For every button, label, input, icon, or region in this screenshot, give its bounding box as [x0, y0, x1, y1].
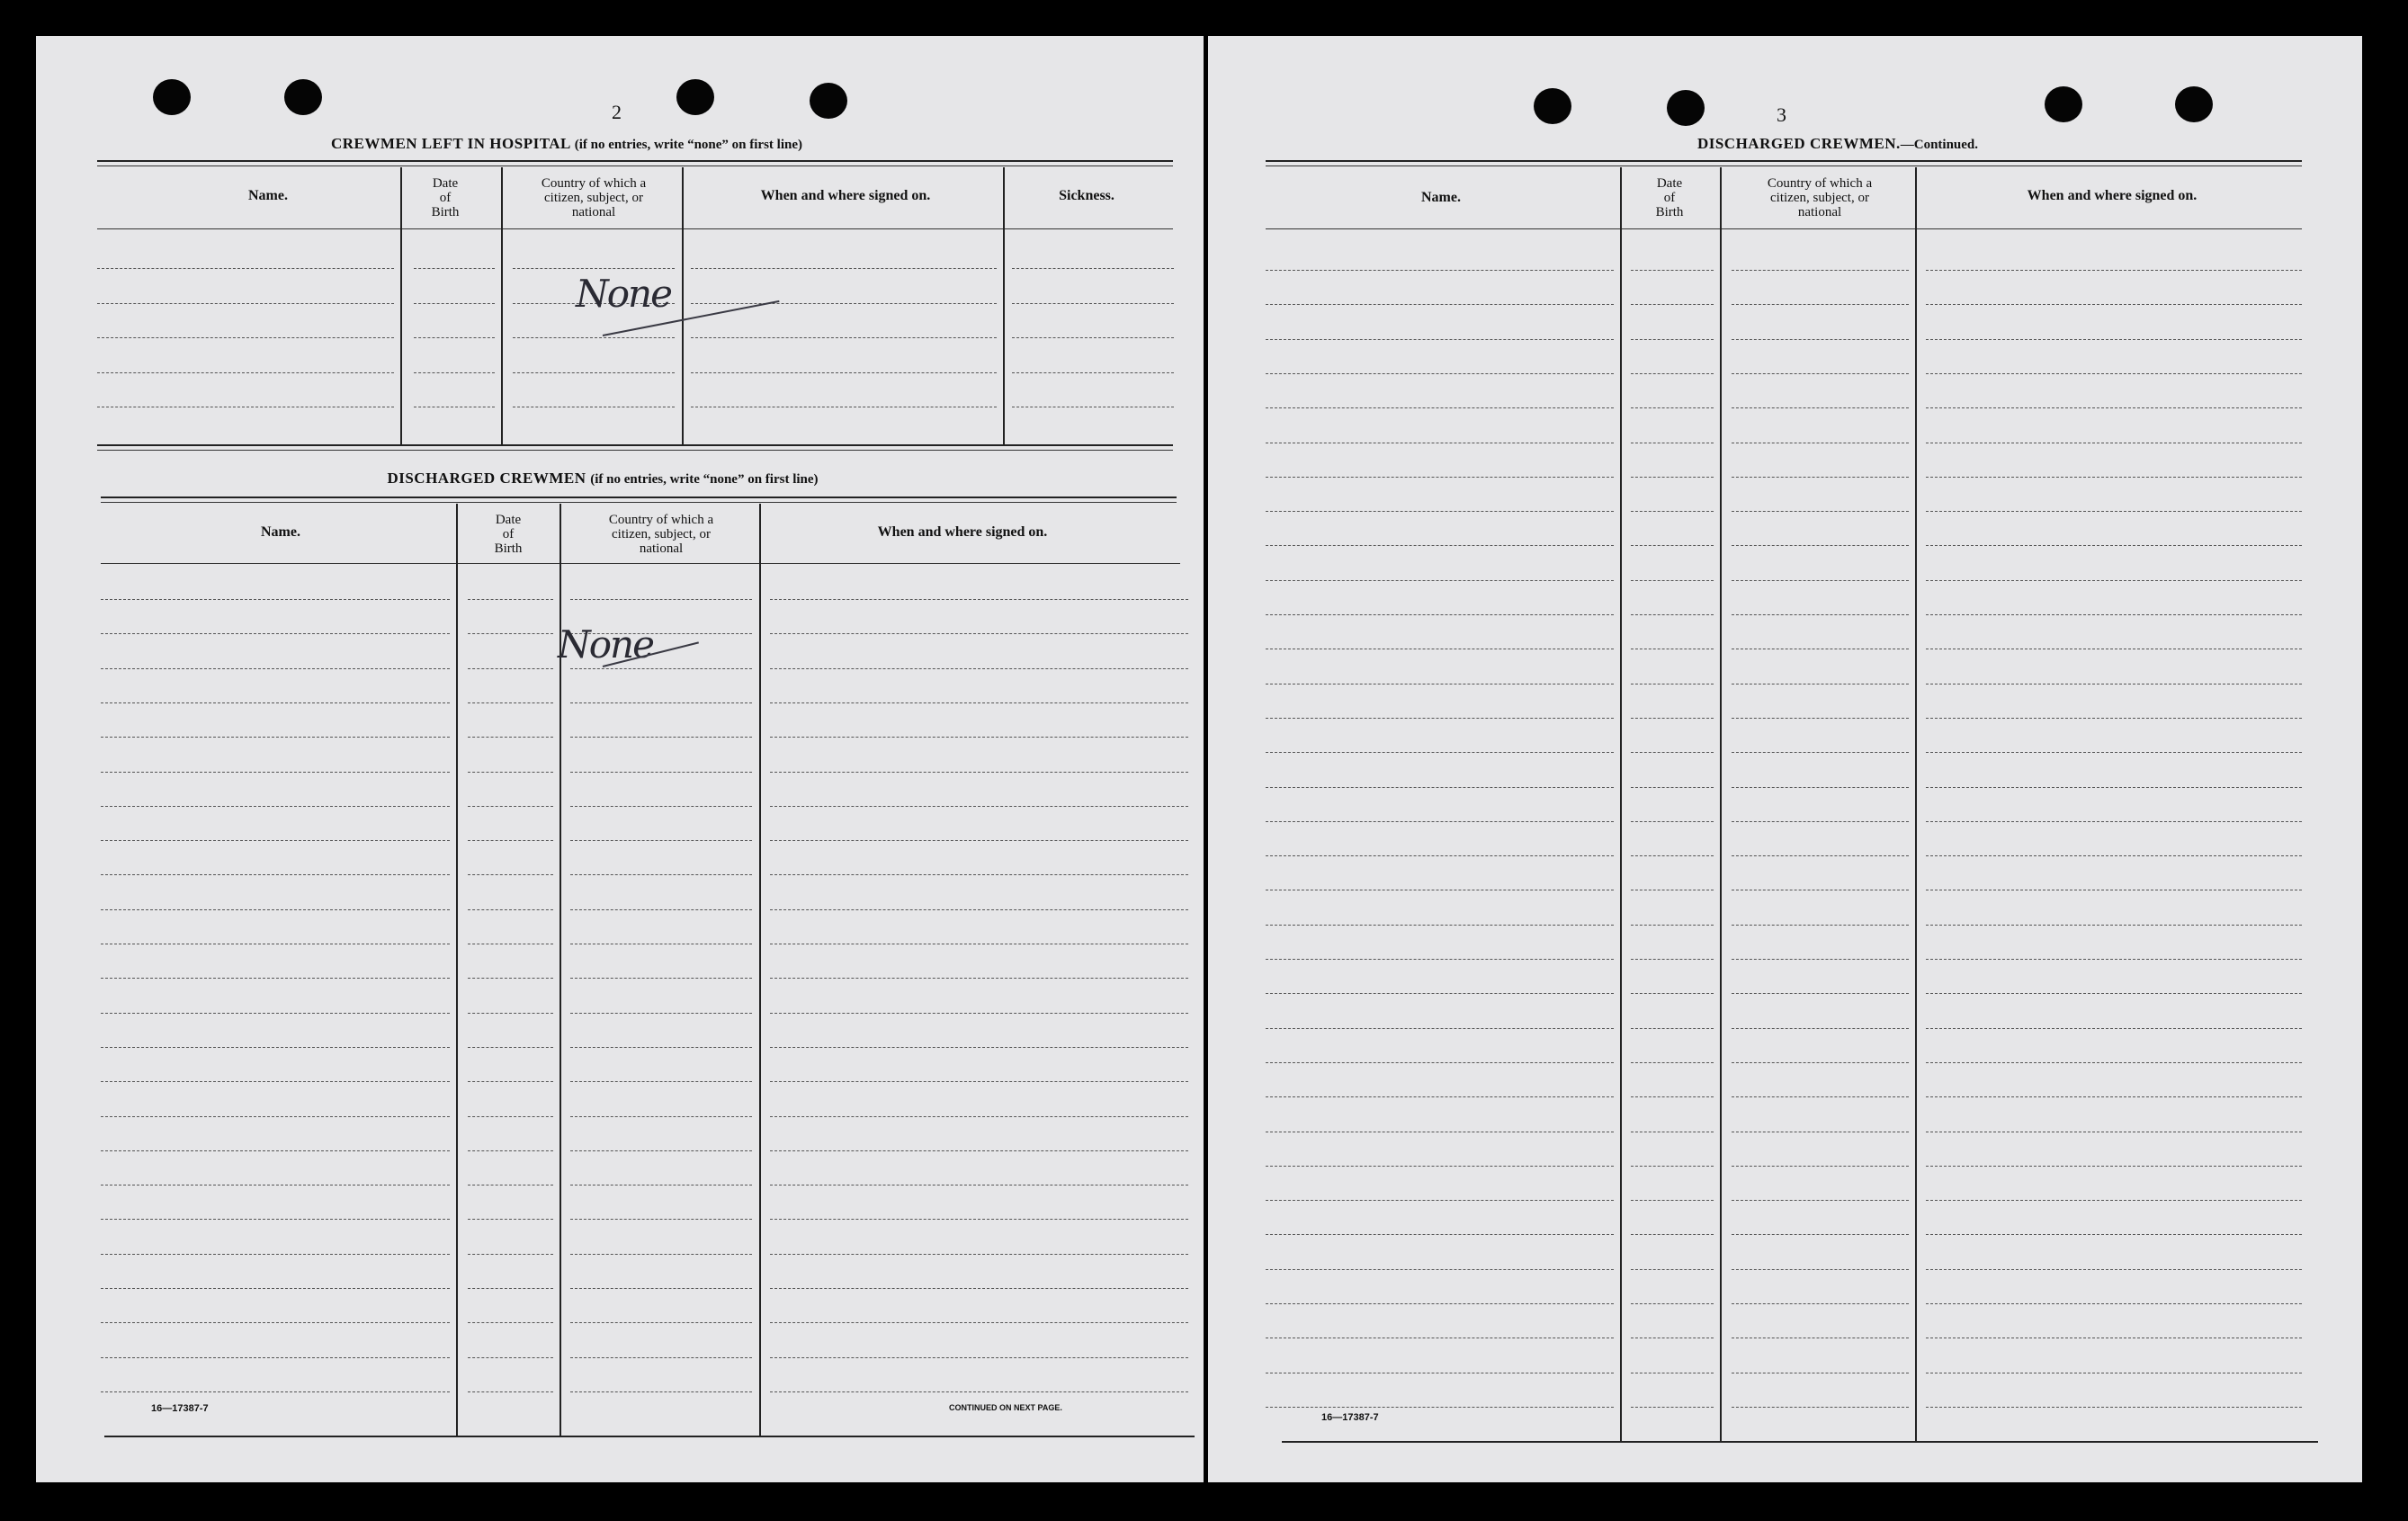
ruled-line — [770, 772, 1188, 773]
ruled-line — [770, 1254, 1188, 1255]
hospital-col-signed: When and where signed on. — [760, 188, 931, 203]
ruled-line — [770, 599, 1188, 600]
ruled-line — [101, 874, 450, 875]
ruled-line — [1732, 718, 1909, 719]
ruled-line — [1732, 959, 1909, 960]
right-col-country-line: national — [1797, 205, 1842, 219]
ruled-line — [468, 1322, 553, 1323]
ruled-line — [570, 978, 752, 979]
ruled-line — [1266, 1269, 1614, 1270]
right-form-page — [1208, 36, 2362, 1482]
ruled-line — [468, 1150, 553, 1151]
ruled-line — [468, 737, 553, 738]
ruled-line — [1631, 1200, 1714, 1201]
discharged-col-country-line: citizen, subject, or — [612, 527, 711, 541]
ruled-line — [770, 1047, 1188, 1048]
ruled-line — [1732, 1303, 1909, 1304]
ruled-line — [1631, 511, 1714, 512]
ruled-line — [1926, 1234, 2302, 1235]
ruled-line — [1926, 787, 2302, 788]
ruled-line — [1266, 580, 1614, 581]
ruled-line — [468, 1047, 553, 1048]
ruled-line — [1266, 1407, 1614, 1408]
discharged-title-note: (if no entries, write “none” on first line) — [590, 472, 819, 487]
ruled-line — [101, 1116, 450, 1117]
ruled-line — [770, 1391, 1188, 1392]
right-section-title — [1613, 135, 2063, 153]
ruled-line — [468, 978, 553, 979]
form-number: 16—17387-7 — [151, 1403, 209, 1414]
ruled-line — [1732, 1028, 1909, 1029]
ruled-line — [1926, 477, 2302, 478]
ruled-line — [1631, 855, 1714, 856]
punch-hole — [1667, 90, 1705, 126]
ruled-line — [1926, 993, 2302, 994]
ruled-line — [468, 806, 553, 807]
ruled-line — [97, 372, 394, 373]
ruled-line — [1732, 1200, 1909, 1201]
punch-hole — [676, 79, 714, 115]
ruled-line — [1926, 1062, 2302, 1063]
ruled-line — [1926, 925, 2302, 926]
ruled-line — [1631, 787, 1714, 788]
ruled-line — [468, 702, 553, 703]
hospital-col-divider — [400, 167, 402, 444]
ruled-line — [468, 909, 553, 910]
ruled-line — [1732, 270, 1909, 271]
hospital-col-divider — [501, 167, 503, 444]
ruled-line — [101, 1357, 450, 1358]
ruled-line — [1631, 1234, 1714, 1235]
right-col-divider — [1915, 167, 1917, 1443]
ruled-line — [1266, 855, 1614, 856]
hospital-title-text: CREWMEN LEFT IN HOSPITAL — [331, 135, 570, 152]
ruled-line — [1732, 1062, 1909, 1063]
discharged-top-rule — [101, 502, 1177, 503]
ruled-line — [770, 702, 1188, 703]
ruled-line — [1266, 925, 1614, 926]
punch-hole — [2175, 86, 2213, 122]
ruled-line — [691, 268, 997, 269]
ruled-line — [691, 303, 997, 304]
discharged-section-title — [36, 470, 1169, 488]
ruled-line — [1631, 545, 1714, 546]
ruled-line — [1926, 1407, 2302, 1408]
ruled-line — [1012, 268, 1174, 269]
discharged-col-signed: When and where signed on. — [877, 524, 1048, 540]
ruled-line — [570, 702, 752, 703]
ruled-line — [1732, 1096, 1909, 1097]
ruled-line — [1266, 718, 1614, 719]
discharged-col-country-line: Country of which a — [608, 513, 714, 527]
ruled-line — [1732, 614, 1909, 615]
discharged-col-dob-line: of — [502, 527, 515, 541]
ruled-line — [1266, 545, 1614, 546]
ruled-line — [1631, 1303, 1714, 1304]
hospital-col-sickness: Sickness. — [1059, 188, 1114, 203]
ruled-line — [1266, 1096, 1614, 1097]
ruled-line — [101, 1047, 450, 1048]
punch-hole — [1534, 88, 1571, 124]
ruled-line — [1926, 545, 2302, 546]
ruled-line — [570, 737, 752, 738]
ruled-line — [570, 1116, 752, 1117]
ruled-line — [1266, 270, 1614, 271]
ruled-line — [770, 806, 1188, 807]
page-number: 2 — [612, 101, 622, 123]
ruled-line — [1732, 993, 1909, 994]
ruled-line — [1266, 511, 1614, 512]
discharged-bottom-rule — [104, 1436, 1195, 1437]
ruled-line — [1631, 821, 1714, 822]
ruled-line — [414, 372, 495, 373]
handwritten-none-hospital: None — [576, 272, 671, 316]
ruled-line — [1732, 339, 1909, 340]
ruled-line — [770, 633, 1188, 634]
ruled-line — [414, 337, 495, 338]
ruled-line — [770, 978, 1188, 979]
ruled-line — [1732, 752, 1909, 753]
hospital-section-title — [36, 135, 1097, 153]
ruled-line — [1266, 614, 1614, 615]
ruled-line — [1266, 1200, 1614, 1201]
ruled-line — [1732, 545, 1909, 546]
ruled-line — [97, 268, 394, 269]
ruled-line — [1926, 1096, 2302, 1097]
ruled-line — [570, 668, 752, 669]
ruled-line — [1926, 1303, 2302, 1304]
hospital-top-rule — [97, 160, 1173, 162]
ruled-line — [570, 772, 752, 773]
discharged-col-divider — [759, 504, 761, 1436]
ruled-line — [468, 874, 553, 875]
ruled-line — [97, 303, 394, 304]
ruled-line — [570, 1081, 752, 1082]
right-title-continued: —Continued. — [1900, 138, 1979, 152]
ruled-line — [468, 1219, 553, 1220]
discharged-col-country-line: national — [639, 541, 684, 556]
ruled-line — [1266, 752, 1614, 753]
ruled-line — [468, 772, 553, 773]
right-col-dob-line: of — [1663, 191, 1676, 205]
right-col-divider — [1720, 167, 1722, 1443]
right-col-name: Name. — [1421, 190, 1461, 205]
right-header-rule — [1266, 228, 2302, 229]
ruled-line — [101, 1391, 450, 1392]
hospital-col-dob-line: Birth — [431, 205, 460, 219]
ruled-line — [1732, 511, 1909, 512]
ruled-line — [1266, 407, 1614, 408]
form-number: 16—17387-7 — [1321, 1412, 1379, 1423]
ruled-line — [1631, 959, 1714, 960]
ruled-line — [1926, 1028, 2302, 1029]
ruled-line — [101, 1219, 450, 1220]
ruled-line — [1926, 855, 2302, 856]
handwritten-none-discharged: None — [558, 622, 653, 667]
ruled-line — [570, 1047, 752, 1048]
ruled-line — [1732, 821, 1909, 822]
ruled-line — [1926, 407, 2302, 408]
punch-hole — [284, 79, 322, 115]
ruled-line — [1266, 1062, 1614, 1063]
ruled-line — [97, 337, 394, 338]
ruled-line — [468, 1013, 553, 1014]
ruled-line — [1631, 304, 1714, 305]
ruled-line — [770, 1288, 1188, 1289]
punch-hole — [810, 83, 847, 119]
ruled-line — [101, 1322, 450, 1323]
ruled-line — [468, 840, 553, 841]
ruled-line — [770, 874, 1188, 875]
ruled-line — [1266, 339, 1614, 340]
ruled-line — [1732, 1166, 1909, 1167]
right-col-dob-line: Birth — [1655, 205, 1684, 219]
ruled-line — [1266, 821, 1614, 822]
ruled-line — [1266, 477, 1614, 478]
hospital-col-country — [504, 176, 684, 219]
discharged-header-rule — [101, 563, 1180, 564]
ruled-line — [770, 1219, 1188, 1220]
ruled-line — [468, 1357, 553, 1358]
ruled-line — [1631, 1096, 1714, 1097]
ruled-line — [101, 806, 450, 807]
ruled-line — [1266, 787, 1614, 788]
ruled-line — [1012, 303, 1174, 304]
discharged-col-dob — [459, 513, 558, 556]
ruled-line — [570, 909, 752, 910]
discharged-title-text: DISCHARGED CREWMEN — [387, 470, 586, 487]
punch-hole — [2045, 86, 2082, 122]
ruled-line — [570, 806, 752, 807]
ruled-line — [101, 1013, 450, 1014]
ruled-line — [1926, 752, 2302, 753]
ruled-line — [101, 978, 450, 979]
ruled-line — [1631, 1166, 1714, 1167]
ruled-line — [101, 1081, 450, 1082]
discharged-col-country — [562, 513, 760, 556]
ruled-line — [1926, 511, 2302, 512]
ruled-line — [101, 909, 450, 910]
ruled-line — [1631, 1062, 1714, 1063]
ruled-line — [1926, 1200, 2302, 1201]
ruled-line — [1926, 304, 2302, 305]
ruled-line — [1631, 270, 1714, 271]
ruled-line — [770, 668, 1188, 669]
ruled-line — [101, 668, 450, 669]
ruled-line — [1631, 752, 1714, 753]
ruled-line — [570, 840, 752, 841]
ruled-line — [1926, 821, 2302, 822]
left-form-page — [36, 36, 1204, 1482]
ruled-line — [1732, 1269, 1909, 1270]
ruled-line — [101, 702, 450, 703]
hospital-bottom-rule — [97, 450, 1173, 451]
ruled-line — [1732, 1407, 1909, 1408]
discharged-col-dob-line: Birth — [494, 541, 523, 556]
ruled-line — [1631, 614, 1714, 615]
hospital-col-name: Name. — [248, 188, 288, 203]
ruled-line — [770, 737, 1188, 738]
ruled-line — [1631, 580, 1714, 581]
hospital-col-dob-line: of — [439, 191, 452, 205]
ruled-line — [570, 1288, 752, 1289]
discharged-col-divider — [456, 504, 458, 1436]
right-col-signed: When and where signed on. — [2027, 188, 2198, 203]
ruled-line — [468, 633, 553, 634]
ruled-line — [414, 268, 495, 269]
right-col-divider — [1620, 167, 1622, 1443]
ruled-line — [570, 874, 752, 875]
ruled-line — [770, 1322, 1188, 1323]
ruled-line — [570, 1322, 752, 1323]
continued-note: CONTINUED ON NEXT PAGE. — [949, 1403, 1062, 1412]
hospital-header-rule — [97, 228, 1173, 229]
ruled-line — [770, 1357, 1188, 1358]
right-bottom-rule — [1282, 1441, 2318, 1443]
ruled-line — [513, 372, 675, 373]
ruled-line — [1266, 304, 1614, 305]
ruled-line — [468, 1288, 553, 1289]
ruled-line — [513, 337, 675, 338]
ruled-line — [101, 599, 450, 600]
hospital-col-divider — [682, 167, 684, 444]
ruled-line — [691, 337, 997, 338]
ruled-line — [770, 1081, 1188, 1082]
ruled-line — [1631, 339, 1714, 340]
ruled-line — [1732, 373, 1909, 374]
ruled-line — [1926, 1166, 2302, 1167]
ruled-line — [1732, 925, 1909, 926]
ruled-line — [468, 599, 553, 600]
ruled-line — [101, 840, 450, 841]
ruled-line — [570, 1357, 752, 1358]
ruled-line — [101, 1254, 450, 1255]
right-top-rule — [1266, 160, 2302, 162]
ruled-line — [1631, 718, 1714, 719]
ruled-line — [468, 668, 553, 669]
ruled-line — [570, 599, 752, 600]
ruled-line — [1631, 477, 1714, 478]
ruled-line — [1926, 373, 2302, 374]
hospital-title-note: (if no entries, write “none” on first line) — [574, 138, 802, 152]
ruled-line — [770, 840, 1188, 841]
ruled-line — [570, 1219, 752, 1220]
ruled-line — [1266, 1303, 1614, 1304]
ruled-line — [1631, 373, 1714, 374]
ruled-line — [691, 372, 997, 373]
hospital-col-divider — [1003, 167, 1005, 444]
ruled-line — [1732, 855, 1909, 856]
ruled-line — [101, 1288, 450, 1289]
ruled-line — [1266, 1028, 1614, 1029]
ruled-line — [770, 1150, 1188, 1151]
ruled-line — [1631, 993, 1714, 994]
ruled-line — [101, 772, 450, 773]
ruled-line — [1266, 993, 1614, 994]
ruled-line — [570, 1150, 752, 1151]
hospital-col-dob-line: Date — [432, 176, 459, 191]
page-number: 3 — [1777, 103, 1786, 126]
ruled-line — [1926, 339, 2302, 340]
punch-hole — [153, 79, 191, 115]
ruled-line — [1266, 1166, 1614, 1167]
hospital-col-country-line: citizen, subject, or — [544, 191, 643, 205]
right-col-country-line: citizen, subject, or — [1770, 191, 1869, 205]
discharged-top-rule — [101, 497, 1177, 498]
ruled-line — [1732, 477, 1909, 478]
ruled-line — [101, 633, 450, 634]
ruled-line — [513, 268, 675, 269]
ruled-line — [468, 1254, 553, 1255]
ruled-line — [1732, 580, 1909, 581]
ruled-line — [1631, 1028, 1714, 1029]
ruled-line — [1266, 1234, 1614, 1235]
ruled-line — [1926, 580, 2302, 581]
ruled-line — [1732, 787, 1909, 788]
ruled-line — [1926, 1269, 2302, 1270]
right-col-country — [1723, 176, 1917, 219]
ruled-line — [770, 1116, 1188, 1117]
ruled-line — [1732, 1234, 1909, 1235]
ruled-line — [1631, 1407, 1714, 1408]
ruled-line — [770, 1013, 1188, 1014]
ruled-line — [1631, 407, 1714, 408]
discharged-col-dob-line: Date — [495, 513, 522, 527]
right-title-text: DISCHARGED CREWMEN. — [1696, 135, 1901, 152]
hospital-col-country-line: Country of which a — [541, 176, 647, 191]
ruled-line — [1631, 1269, 1714, 1270]
ruled-line — [570, 1013, 752, 1014]
right-col-country-line: Country of which a — [1767, 176, 1873, 191]
ruled-line — [570, 1391, 752, 1392]
hospital-bottom-rule — [97, 444, 1173, 446]
ruled-line — [468, 1116, 553, 1117]
right-col-dob — [1620, 176, 1719, 219]
ruled-line — [414, 303, 495, 304]
right-col-dob-line: Date — [1656, 176, 1683, 191]
ruled-line — [1631, 925, 1714, 926]
ruled-line — [101, 737, 450, 738]
discharged-col-name: Name. — [261, 524, 300, 540]
ruled-line — [1926, 959, 2302, 960]
ruled-line — [468, 1081, 553, 1082]
ruled-line — [1732, 407, 1909, 408]
ruled-line — [570, 1254, 752, 1255]
ruled-line — [1926, 614, 2302, 615]
ruled-line — [1926, 718, 2302, 719]
ruled-line — [1266, 959, 1614, 960]
ruled-line — [1732, 304, 1909, 305]
ruled-line — [1012, 337, 1174, 338]
hospital-col-country-line: national — [571, 205, 616, 219]
ruled-line — [770, 909, 1188, 910]
ruled-line — [101, 1150, 450, 1151]
ruled-line — [1926, 270, 2302, 271]
hospital-col-dob — [400, 176, 490, 219]
ruled-line — [1012, 372, 1174, 373]
ruled-line — [468, 1391, 553, 1392]
ruled-line — [1266, 373, 1614, 374]
